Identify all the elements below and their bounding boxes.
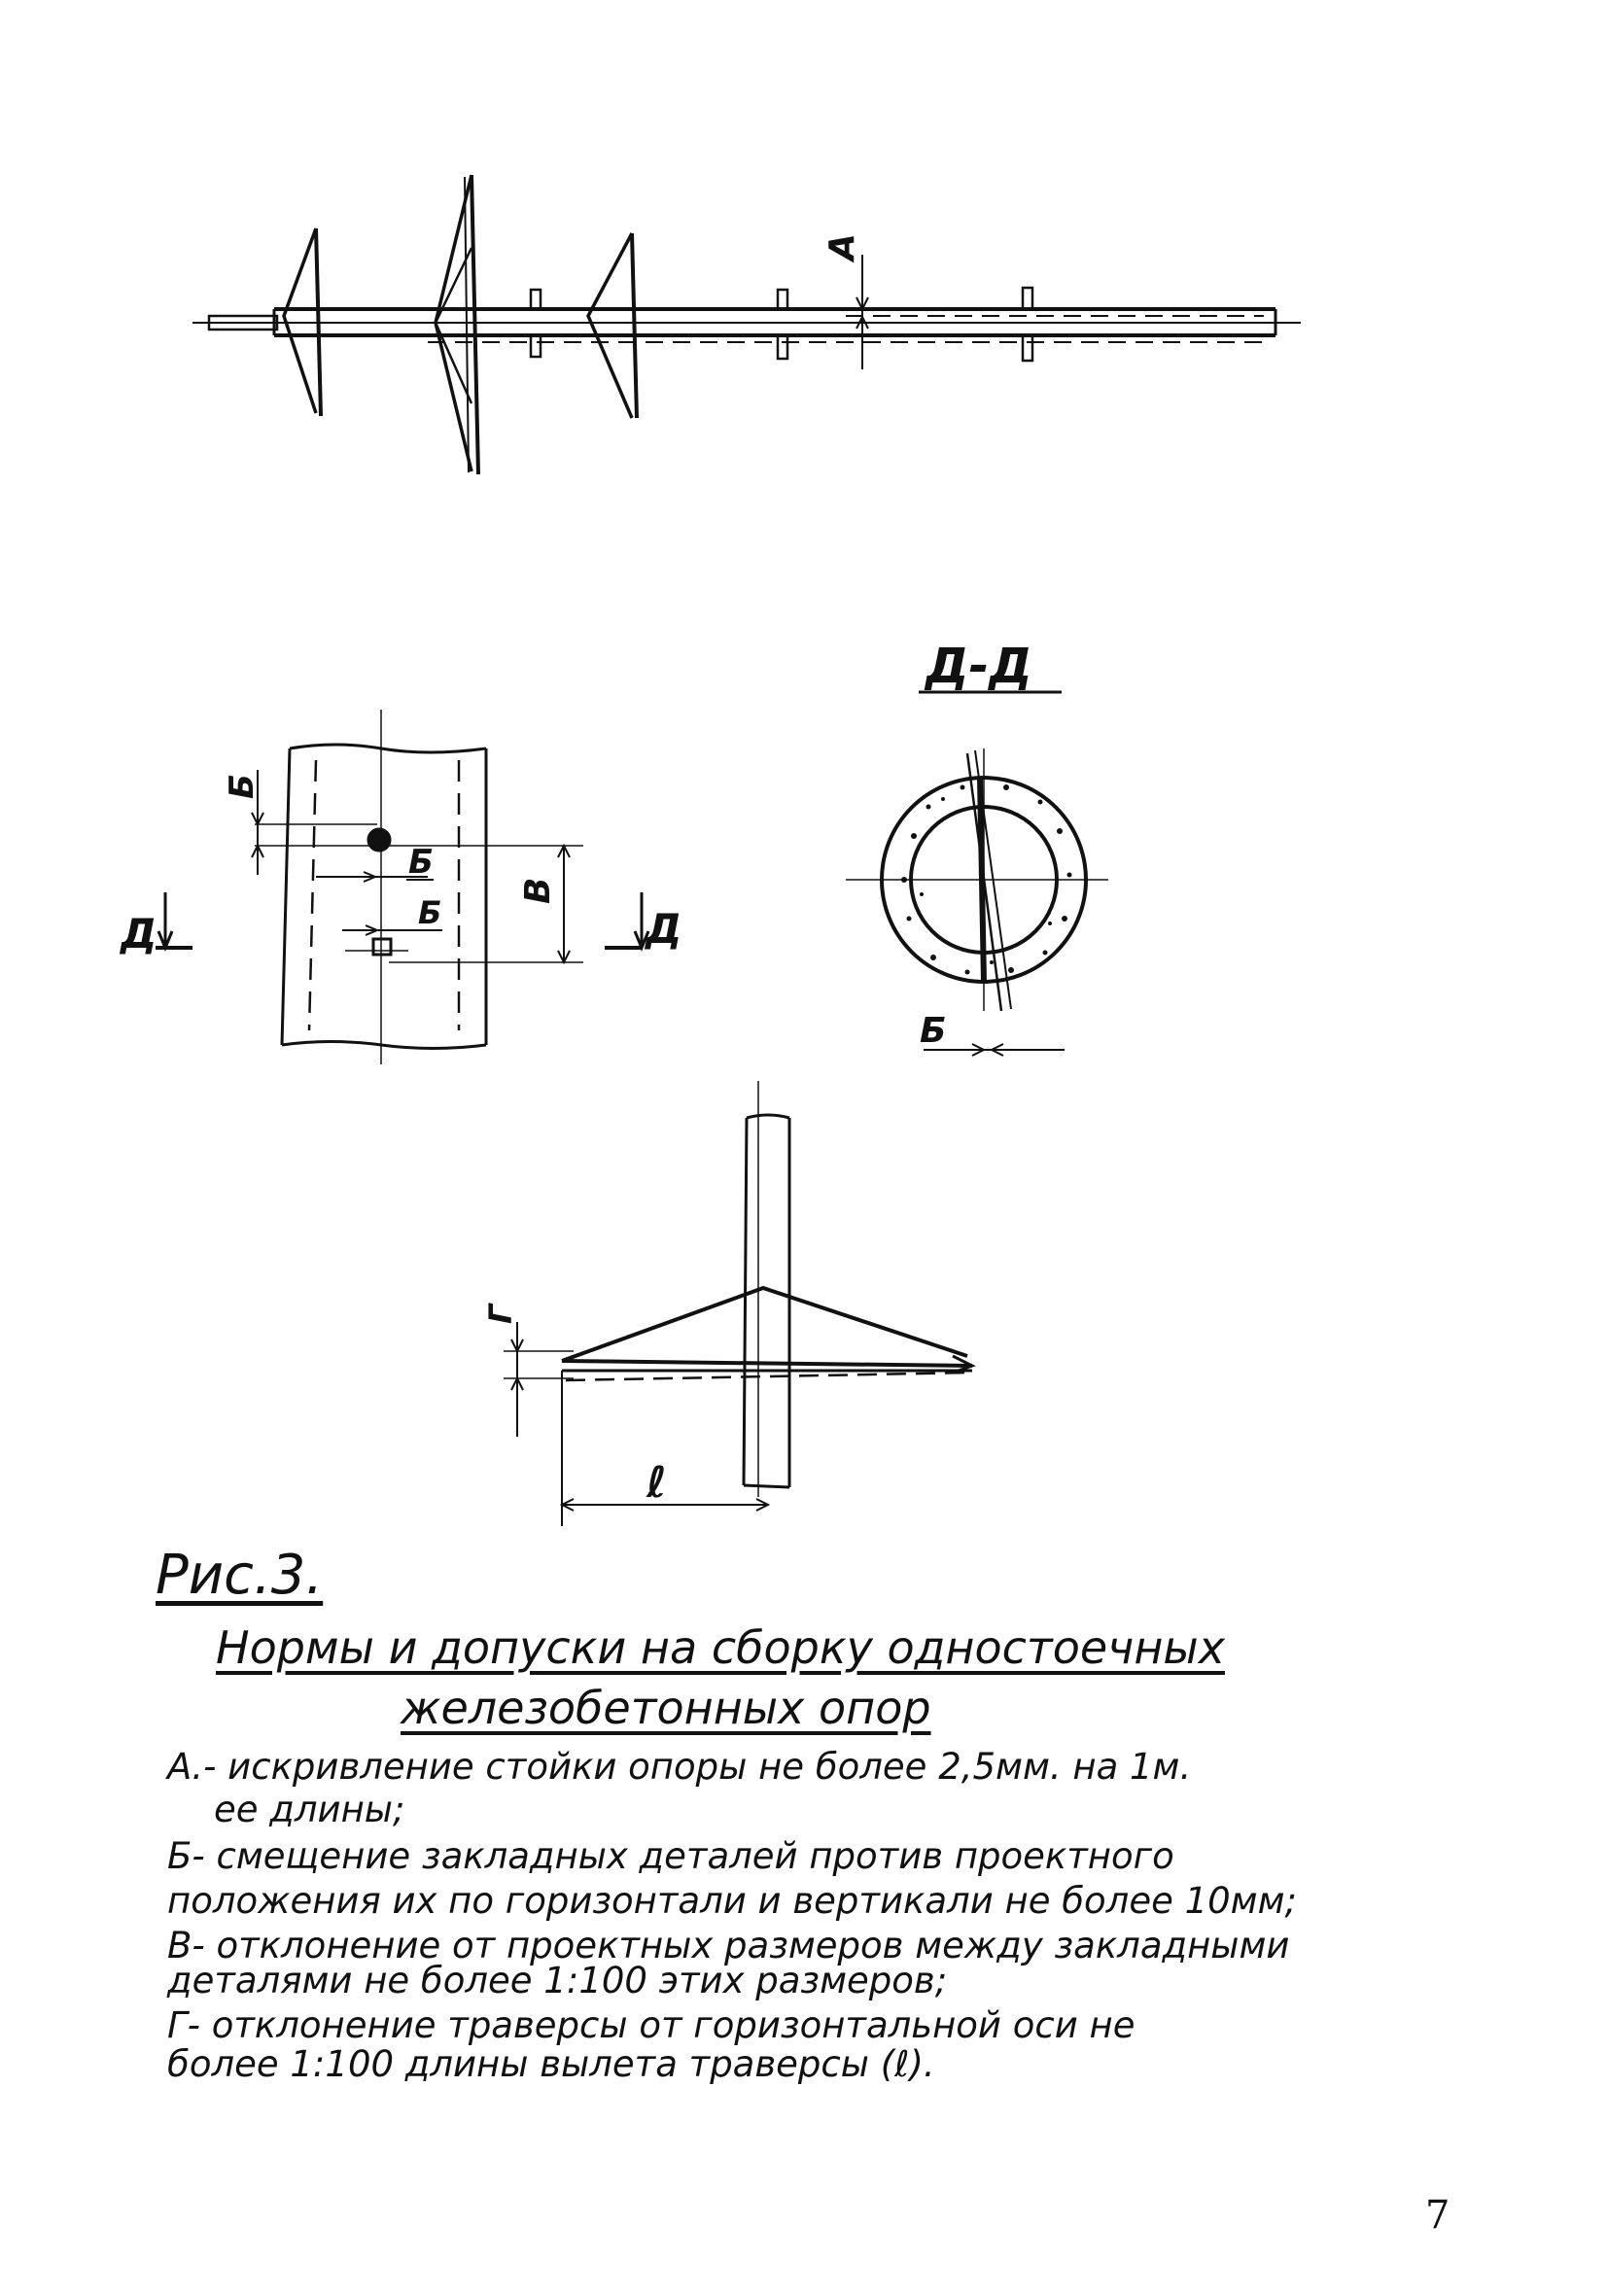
note-line-b: Б- смещение закладных деталей против проектного xyxy=(167,1835,1174,1877)
label-b-section: Б xyxy=(920,1011,947,1051)
section-title: Д-Д xyxy=(926,638,1032,694)
label-b-top: Б xyxy=(223,774,262,799)
note-line-g: Г- отклонение траверсы от горизонтальной оси не xyxy=(167,2004,1135,2046)
note-line-a: А.- искривление стойки опоры не более 2,5мм. на 1м. xyxy=(167,1746,1192,1788)
pole-side-view xyxy=(192,175,1301,474)
figure-caption: Рис.3. xyxy=(156,1544,324,1607)
embedded-parts-elevation xyxy=(119,710,681,1064)
label-b-horizontal-1: Б xyxy=(408,843,434,882)
label-l: ℓ xyxy=(646,1458,667,1508)
label-g: Г xyxy=(482,1304,519,1324)
crossarm-deviation-view xyxy=(482,1081,972,1526)
label-a: А xyxy=(822,233,862,261)
note-line-g-cont: более 1:100 длины вылета траверсы (ℓ). xyxy=(167,2043,935,2085)
figure-title-line-2: железобетонных опор xyxy=(401,1682,931,1734)
note-line-a-cont: ее длины; xyxy=(214,1789,405,1830)
section-d-d xyxy=(846,638,1108,1056)
note-line-b-cont: положения их по горизонтали и вертикали не более 10мм; xyxy=(167,1880,1297,1922)
label-d-left: Д xyxy=(121,910,157,957)
note-line-v: В- отклонение от проектных размеров между закладными xyxy=(167,1925,1290,1966)
note-line-v-cont: деталями не более 1:100 этих размеров; xyxy=(167,1960,948,2001)
label-v: В xyxy=(518,877,558,904)
label-d-right: Д xyxy=(646,905,682,953)
figure-title-line-1: Нормы и допуски на сборку одностоечных xyxy=(216,1621,1225,1674)
page-number: 7 xyxy=(1425,2193,1450,2238)
label-b-horizontal-2: Б xyxy=(418,894,442,931)
